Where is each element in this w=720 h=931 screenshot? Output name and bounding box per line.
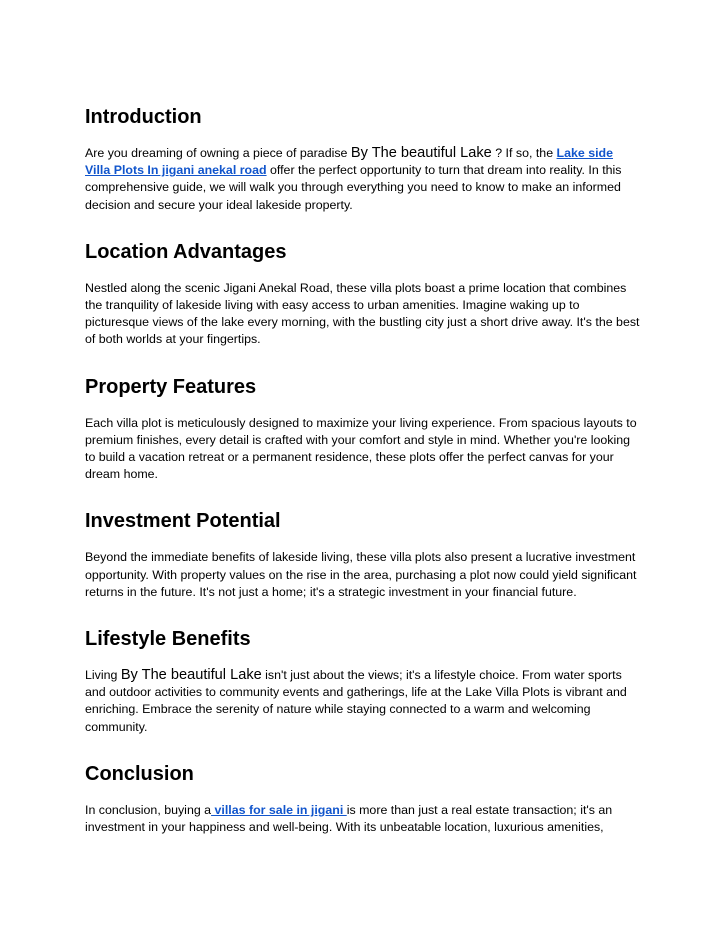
lake-side-villa-plots-link[interactable]: Lake side Villa Plots In jigani anekal road	[85, 146, 614, 178]
section-paragraph	[85, 280, 640, 349]
section-paragraph	[85, 667, 640, 736]
paragraph-text: ? If so, the	[491, 146, 557, 160]
paragraph-text: isn't just about the views; it's a lifestyle choice. From water sports and outdoor activities to community events and gatherings, life at the Lake Villa Plots is vibrant and enriching. Embrace the serenity of nature while staying connected to a warm and welcoming community.	[85, 668, 627, 734]
section-property-features	[85, 374, 640, 484]
paragraph-text: Each villa plot is meticulously designed to maximize your living experience. From spacious layouts to premium finishes, every detail is crafted with your comfort and style in mind. Whether you're looking to build a vacation retreat or a permanent residence, these plots offer the perfect canvas for your dream home.	[85, 415, 637, 482]
section-heading: Conclusion	[85, 762, 194, 785]
villas-for-sale-link[interactable]: villas for sale in jigani	[211, 802, 347, 817]
paragraph-text: Beyond the immediate benefits of lakeside living, these villa plots also present a lucrative investment opportunity. With property values on the rise in the area, purchasing a plot now could yield significant returns in the future. It's not just a home; it's a strategic investment in your financial future.	[85, 550, 637, 599]
section-paragraph	[85, 802, 640, 836]
emphasized-text: By The beautiful Lake	[120, 667, 262, 684]
section-heading: Location Advantages	[85, 240, 287, 263]
paragraph-text: offer the perfect opportunity to turn that dream into reality. In this comprehensive guide, we will walk you through everything you need to know to make an informed decision and secure your ideal lakeside property.	[85, 163, 622, 212]
document-body	[85, 104, 640, 836]
section-heading: Property Features	[85, 375, 257, 398]
section-investment-potential	[85, 508, 640, 601]
paragraph-text: Nestled along the scenic Jigani Anekal Road, these villa plots boast a prime location that combines the tranquility of lakeside living with easy access to urban amenities. Imagine waking up to picturesque views of the lake every morning, with the bustling city just a short drive away. It's the best of both worlds at your fingertips.	[85, 280, 640, 347]
paragraph-text: In conclusion, buying a	[85, 802, 212, 817]
section-conclusion	[85, 761, 640, 836]
section-heading: Lifestyle Benefits	[85, 628, 251, 651]
section-heading: Introduction	[85, 106, 202, 128]
section-introduction	[85, 104, 640, 214]
section-location-advantages	[85, 239, 640, 349]
section-paragraph	[85, 549, 640, 601]
section-paragraph	[85, 415, 640, 484]
section-lifestyle-benefits	[85, 626, 640, 736]
paragraph-text: Living	[85, 668, 121, 683]
section-heading: Investment Potential	[85, 510, 281, 533]
section-paragraph	[85, 145, 640, 214]
paragraph-text: Are you dreaming of owning a piece of paradise	[85, 146, 351, 160]
paragraph-text: is more than just a real estate transaction; it's an investment in your happiness and well-being. With its unbeatable location, luxurious amenities,	[85, 802, 613, 835]
emphasized-text: By The beautiful Lake	[350, 145, 492, 161]
